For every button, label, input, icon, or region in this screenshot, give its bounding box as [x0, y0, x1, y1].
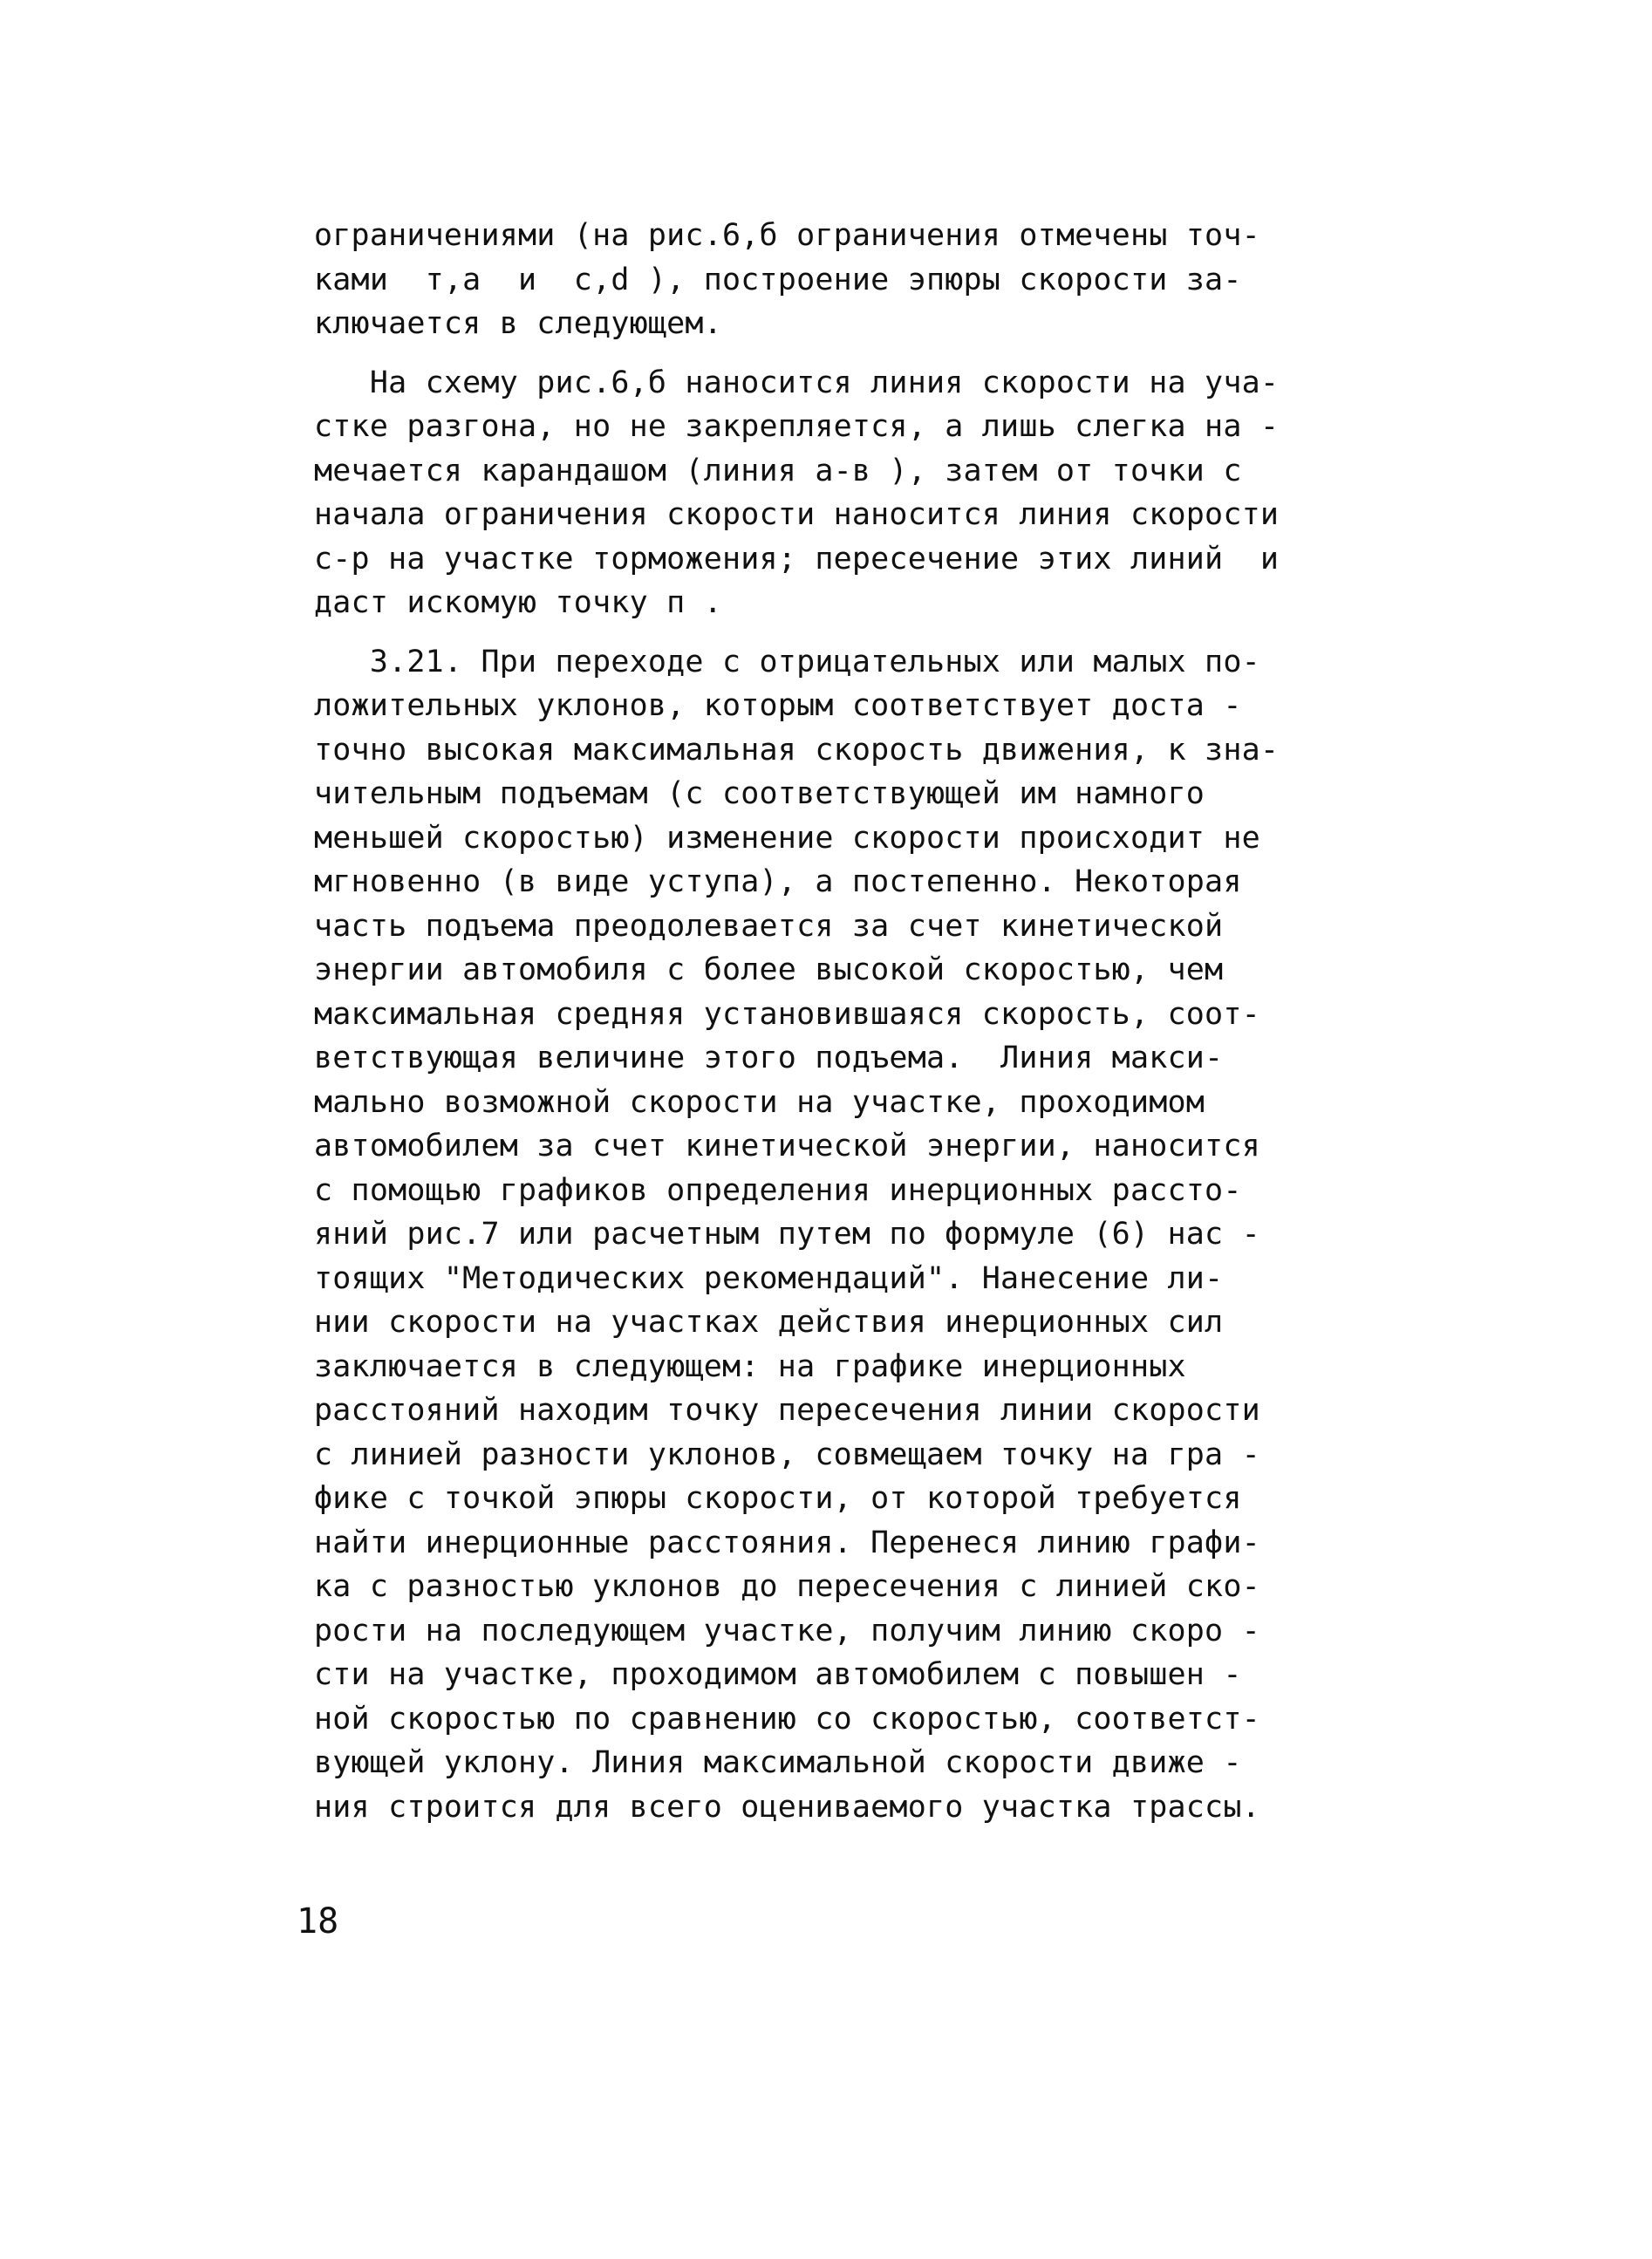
text-line: даст искомую точку п . — [314, 585, 722, 620]
text-line: ка с разностью уклонов до пересечения с линией ско- — [314, 1569, 1260, 1604]
text-line: сти на участке, проходимом автомобилем с повышен - — [314, 1657, 1242, 1692]
text-line: энергии автомобиля с более высокой скоростью, чем — [314, 952, 1224, 987]
paragraph-gap — [314, 625, 1422, 640]
text-line: стке разгона, но не закрепляется, а лишь слегка на - — [314, 409, 1280, 444]
text-line: ния строится для всего оцениваемого участка трассы. — [314, 1789, 1260, 1825]
text-line: ной скоростью по сравнению со скоростью, соответст- — [314, 1701, 1260, 1737]
paragraph-2 — [314, 361, 1422, 625]
text-line: точно высокая максимальная скорость движения, к зна- — [314, 732, 1280, 768]
text-line: нии скорости на участках действия инерционных сил — [314, 1305, 1224, 1340]
page-number: 18 — [297, 1901, 339, 1942]
text-line: мгновенно (в виде уступа), а постепенно. Некоторая — [314, 864, 1242, 899]
text-line: ками т,а и с,d ), построение эпюры скорости за- — [314, 262, 1242, 297]
paragraph-1 — [314, 214, 1422, 346]
paragraph-gap — [314, 346, 1422, 361]
text-line: тоящих "Методических рекомендаций". Нанесение ли- — [314, 1260, 1224, 1296]
paragraph-3 — [314, 640, 1422, 1830]
text-line: автомобилем за счет кинетической энергии, наносится — [314, 1129, 1260, 1164]
text-line: мально возможной скорости на участке, проходимом — [314, 1084, 1205, 1120]
text-line: начала ограничения скорости наносится линия скорости — [314, 497, 1280, 532]
text-line: с помощью графиков определения инерционных рассто- — [314, 1172, 1242, 1208]
text-line: ограничениями (на рис.6,б ограничения отмечены точ- — [314, 218, 1260, 253]
text-line: с-р на участке торможения; пересечение этих линий и — [314, 541, 1280, 577]
text-line: ложительных уклонов, которым соответствует доста - — [314, 688, 1242, 723]
text-line: расстояний находим точку пересечения линии скорости — [314, 1393, 1260, 1428]
text-line: найти инерционные расстояния. Перенеся линию графи- — [314, 1525, 1260, 1560]
text-line: 3.21. При переходе с отрицательных или малых по- — [314, 644, 1260, 679]
text-line: с линией разности уклонов, совмещаем точку на гра - — [314, 1437, 1260, 1472]
text-line: ключается в следующем. — [314, 306, 722, 341]
text-line: мечается карандашом (линия а-в ), затем от точки с — [314, 453, 1242, 488]
text-line: часть подъема преодолевается за счет кинетической — [314, 908, 1224, 944]
text-line: максимальная средняя установившаяся скорость, соот- — [314, 996, 1260, 1032]
text-line: рости на последующем участке, получим линию скоро - — [314, 1613, 1260, 1648]
text-line: вующей уклону. Линия максимальной скорости движе - — [314, 1745, 1242, 1780]
text-line: заключается в следующем: на графике инерционных — [314, 1348, 1186, 1384]
text-body — [314, 214, 1422, 1829]
text-line: чительным подъемам (с соответствующей им намного — [314, 776, 1205, 811]
text-line: меньшей скоростью) изменение скорости происходит не — [314, 820, 1260, 856]
text-line: ветствующая величине этого подъема. Линия макси- — [314, 1041, 1224, 1075]
text-line: фике с точкой эпюры скорости, от которой требуется — [314, 1481, 1242, 1516]
text-line: На схему рис.6,б наносится линия скорости на уча- — [314, 365, 1280, 400]
text-line: яний рис.7 или расчетным путем по формуле (6) нас - — [314, 1217, 1260, 1252]
